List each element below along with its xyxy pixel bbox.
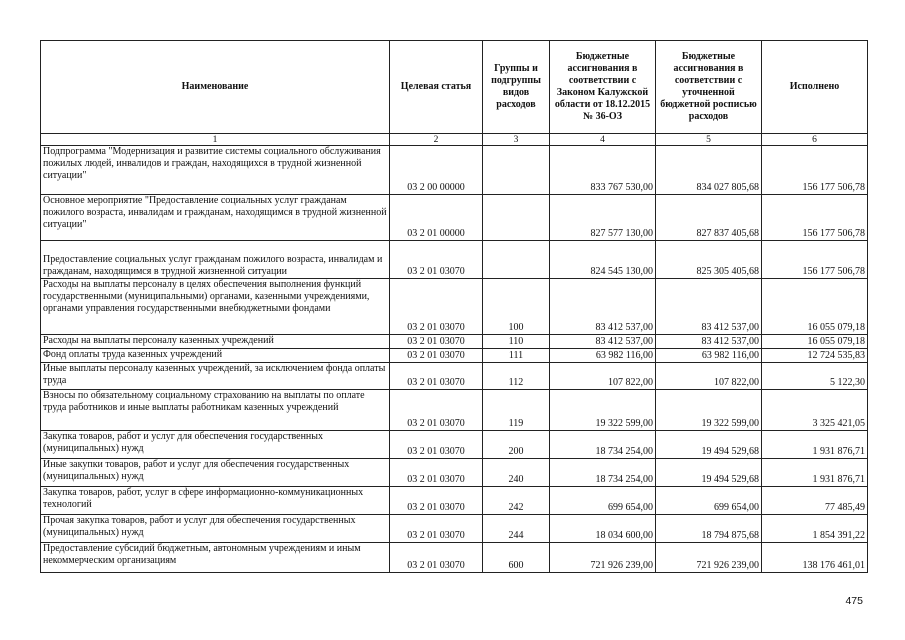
row-target-code: 03 2 01 03070 [390,487,483,515]
row-law-amount: 18 734 254,00 [550,459,656,487]
row-target-code: 03 2 01 03070 [390,279,483,335]
row-expense-group: 110 [483,335,550,349]
row-executed-amount: 1 931 876,71 [762,431,868,459]
table-header-row [41,41,868,134]
row-expense-group: 111 [483,349,550,363]
row-executed-amount: 3 325 421,05 [762,390,868,431]
row-refined-amount: 721 926 239,00 [656,543,762,573]
row-expense-group: 242 [483,487,550,515]
budget-execution-table [40,40,868,573]
row-name: Иные выплаты персоналу казенных учреждений, за исключением фонда оплаты труда [41,363,390,390]
row-law-amount: 83 412 537,00 [550,335,656,349]
row-refined-amount: 83 412 537,00 [656,335,762,349]
table-row [41,195,868,241]
row-refined-amount: 19 494 529,68 [656,431,762,459]
row-executed-amount: 156 177 506,78 [762,241,868,279]
row-expense-group: 244 [483,515,550,543]
row-expense-group [483,195,550,241]
row-executed-amount: 16 055 079,18 [762,335,868,349]
row-name: Расходы на выплаты персоналу казенных учреждений [41,335,390,349]
row-law-amount: 827 577 130,00 [550,195,656,241]
row-target-code: 03 2 01 03070 [390,431,483,459]
row-refined-amount: 825 305 405,68 [656,241,762,279]
row-target-code: 03 2 01 03070 [390,390,483,431]
table-row [41,390,868,431]
column-number: 6 [762,134,868,146]
column-number: 2 [390,134,483,146]
row-executed-amount: 5 122,30 [762,363,868,390]
header-target-article: Целевая статья [390,41,483,134]
row-name: Закупка товаров, работ и услуг для обеспечения государственных (муниципальных) нужд [41,431,390,459]
row-refined-amount: 19 494 529,68 [656,459,762,487]
row-expense-group: 119 [483,390,550,431]
row-law-amount: 18 734 254,00 [550,431,656,459]
row-executed-amount: 1 931 876,71 [762,459,868,487]
row-executed-amount: 16 055 079,18 [762,279,868,335]
row-name: Расходы на выплаты персоналу в целях обеспечения выполнения функций государственными (муниципальными) органами, казенными учреждениями, органами управления государственными внебюджетными фондами [41,279,390,335]
column-number: 3 [483,134,550,146]
table-row [41,335,868,349]
row-target-code: 03 2 01 03070 [390,349,483,363]
row-target-code: 03 2 01 03070 [390,241,483,279]
row-executed-amount: 1 854 391,22 [762,515,868,543]
row-expense-group: 200 [483,431,550,459]
header-law-allocations: Бюджетные ассигнования в соответствии с Законом Калужской области от 18.12.2015 № 36-ОЗ [550,41,656,134]
table-row [41,279,868,335]
table-row [41,363,868,390]
row-name: Прочая закупка товаров, работ и услуг для обеспечения государственных (муниципальных) нужд [41,515,390,543]
row-expense-group: 600 [483,543,550,573]
table-row [41,241,868,279]
table-row [41,487,868,515]
row-name: Фонд оплаты труда казенных учреждений [41,349,390,363]
row-refined-amount: 827 837 405,68 [656,195,762,241]
column-number: 5 [656,134,762,146]
header-executed: Исполнено [762,41,868,134]
row-name: Взносы по обязательному социальному страхованию на выплаты по оплате труда работников и иные выплаты работникам казенных учреждений [41,390,390,431]
row-law-amount: 699 654,00 [550,487,656,515]
row-law-amount: 63 982 116,00 [550,349,656,363]
header-expense-groups: Группы и подгруппы видов расходов [483,41,550,134]
row-name: Подпрограмма "Модернизация и развитие системы социального обслуживания пожилых людей, инвалидов и граждан, находящихся в трудной жизненной ситуации" [41,146,390,195]
row-refined-amount: 834 027 805,68 [656,146,762,195]
table-row [41,515,868,543]
table-row [41,431,868,459]
row-law-amount: 19 322 599,00 [550,390,656,431]
row-law-amount: 107 822,00 [550,363,656,390]
row-refined-amount: 699 654,00 [656,487,762,515]
row-refined-amount: 18 794 875,68 [656,515,762,543]
row-expense-group [483,146,550,195]
row-target-code: 03 2 01 03070 [390,363,483,390]
row-target-code: 03 2 00 00000 [390,146,483,195]
header-refined-allocations: Бюджетные ассигнования в соответствии с уточненной бюджетной росписью расходов [656,41,762,134]
row-name: Основное мероприятие "Предоставление социальных услуг гражданам пожилого возраста, инвалидам и гражданам, находящимся в трудной жизненной ситуации" [41,195,390,241]
row-name: Иные закупки товаров, работ и услуг для обеспечения государственных (муниципальных) нужд [41,459,390,487]
row-executed-amount: 138 176 461,01 [762,543,868,573]
row-law-amount: 83 412 537,00 [550,279,656,335]
header-name: Наименование [41,41,390,134]
row-executed-amount: 12 724 535,83 [762,349,868,363]
row-law-amount: 833 767 530,00 [550,146,656,195]
row-name: Закупка товаров, работ, услуг в сфере информационно-коммуникационных технологий [41,487,390,515]
row-target-code: 03 2 01 00000 [390,195,483,241]
row-name: Предоставление социальных услуг гражданам пожилого возраста, инвалидам и гражданам, находящимся в трудной жизненной ситуации [41,241,390,279]
row-law-amount: 18 034 600,00 [550,515,656,543]
row-target-code: 03 2 01 03070 [390,459,483,487]
table-row [41,349,868,363]
row-expense-group: 100 [483,279,550,335]
row-target-code: 03 2 01 03070 [390,543,483,573]
column-number: 1 [41,134,390,146]
row-expense-group [483,241,550,279]
row-refined-amount: 19 322 599,00 [656,390,762,431]
row-refined-amount: 83 412 537,00 [656,279,762,335]
table-row [41,146,868,195]
table-row [41,543,868,573]
row-expense-group: 240 [483,459,550,487]
row-refined-amount: 63 982 116,00 [656,349,762,363]
row-executed-amount: 77 485,49 [762,487,868,515]
column-number: 4 [550,134,656,146]
row-executed-amount: 156 177 506,78 [762,195,868,241]
row-expense-group: 112 [483,363,550,390]
row-law-amount: 721 926 239,00 [550,543,656,573]
table-row [41,459,868,487]
row-law-amount: 824 545 130,00 [550,241,656,279]
row-target-code: 03 2 01 03070 [390,515,483,543]
page-number: 475 [845,595,863,607]
row-target-code: 03 2 01 03070 [390,335,483,349]
row-refined-amount: 107 822,00 [656,363,762,390]
row-executed-amount: 156 177 506,78 [762,146,868,195]
column-number-row [41,134,868,146]
row-name: Предоставление субсидий бюджетным, автономным учреждениям и иным некоммерческим организациям [41,543,390,573]
